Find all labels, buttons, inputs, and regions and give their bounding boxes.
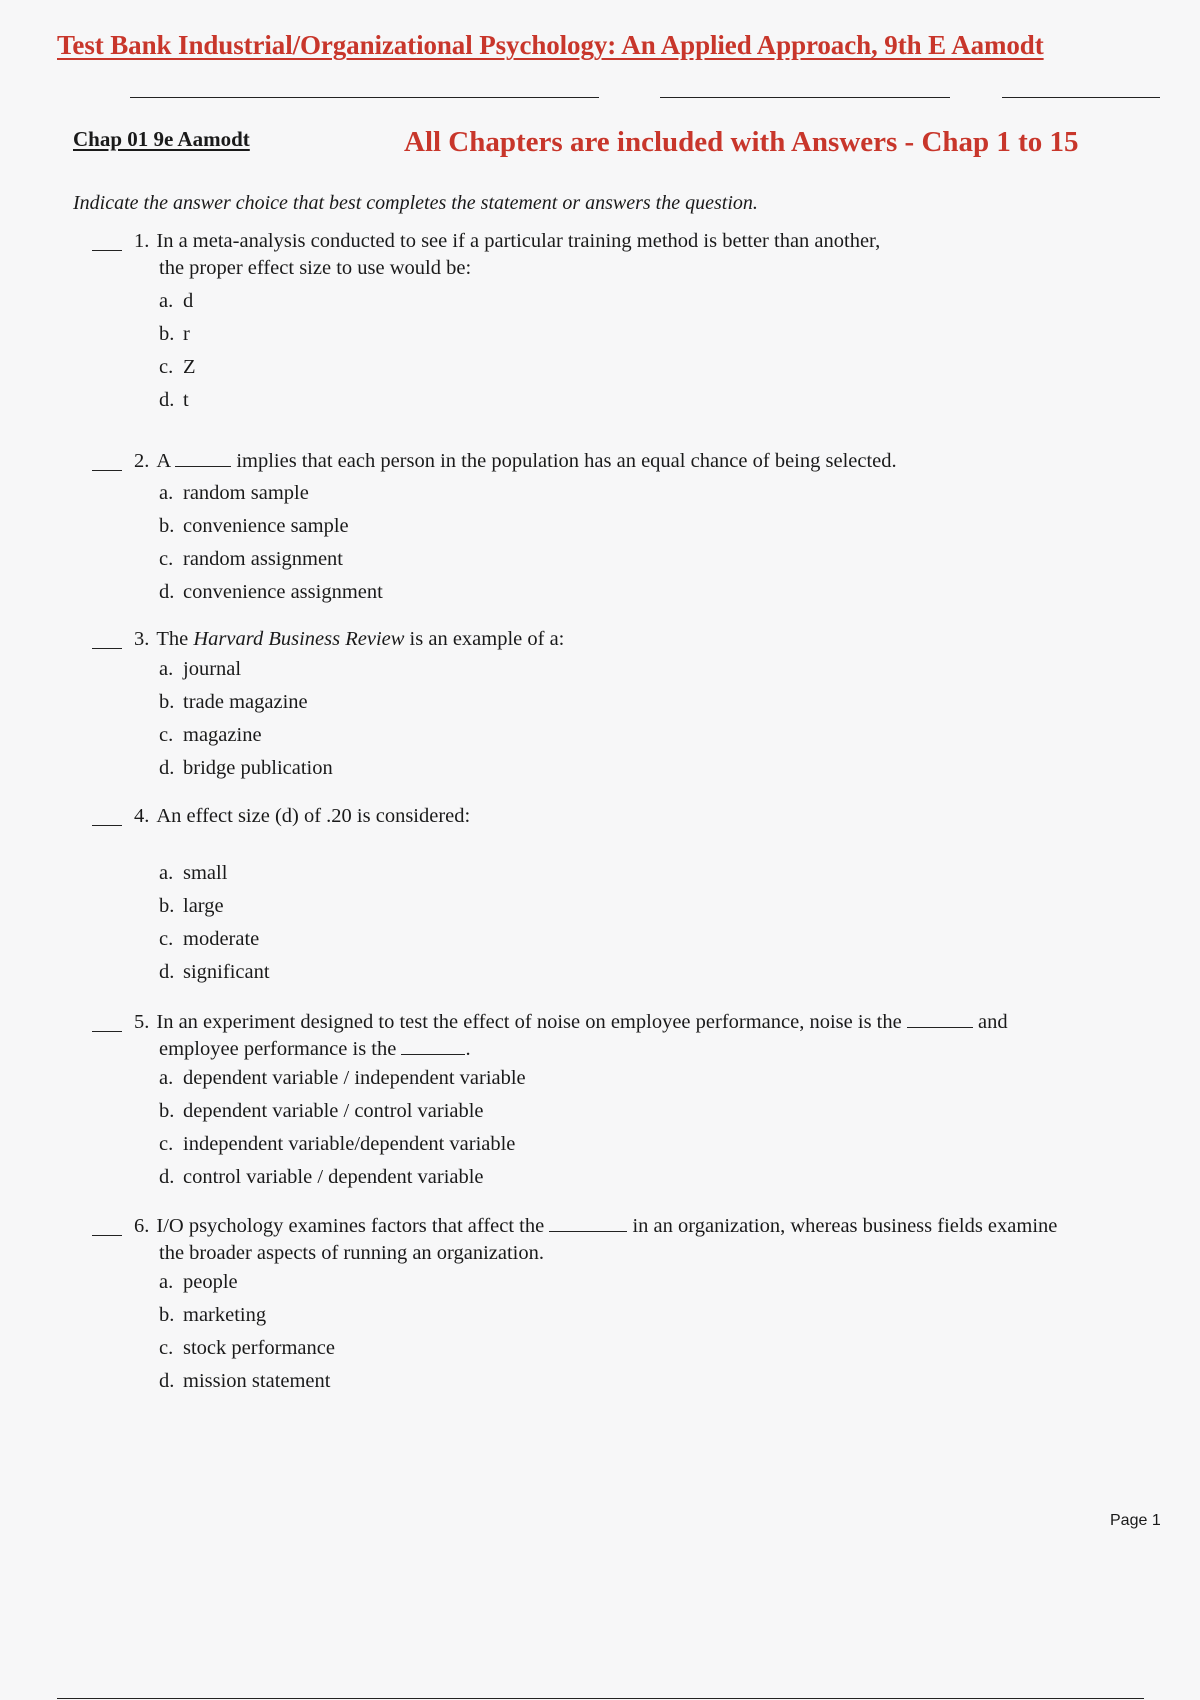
answer-options	[159, 1269, 335, 1401]
option-letter: a.	[159, 862, 174, 884]
option-b	[159, 1098, 526, 1131]
question-text-continued	[134, 1036, 1164, 1063]
option-text: magazine	[183, 724, 262, 746]
option-text: random assignment	[183, 548, 343, 570]
fill-in-blank	[401, 1036, 465, 1055]
option-b	[159, 893, 270, 926]
option-letter: b.	[159, 323, 175, 345]
question-text: and	[977, 1011, 1008, 1033]
question-number: 4.	[134, 805, 150, 827]
answer-blank[interactable]	[92, 803, 122, 826]
option-c	[159, 722, 333, 755]
option-text: convenience assignment	[183, 581, 383, 603]
question-text: In an experiment designed to test the effect of noise on employee performance, noise is the	[156, 1011, 902, 1033]
option-b	[159, 1302, 335, 1335]
option-letter: a.	[159, 1271, 174, 1293]
option-text: convenience sample	[183, 515, 349, 537]
answer-options	[159, 480, 383, 612]
chapter-label: Chap 01 9e Aamodt	[73, 127, 250, 151]
question-stem	[134, 1009, 1164, 1063]
publication-title: Harvard Business Review	[193, 628, 405, 650]
option-d	[159, 1368, 335, 1401]
question-text: employee performance is the	[159, 1038, 397, 1060]
option-a	[159, 1269, 335, 1302]
option-letter: c.	[159, 1337, 174, 1359]
question-text: An effect size (d) of .20 is considered:	[156, 805, 471, 827]
question-text: A	[156, 450, 171, 472]
question-stem	[134, 1213, 1164, 1267]
question-text: In a meta-analysis conducted to see if a particular training method is better than another,	[156, 230, 881, 252]
option-letter: b.	[159, 1100, 175, 1122]
question-stem	[134, 626, 1164, 653]
option-letter: d.	[159, 1370, 175, 1392]
instructions: Indicate the answer choice that best completes the statement or answers the question.	[73, 192, 758, 214]
question-text: is an example of a:	[409, 628, 565, 650]
option-a	[159, 288, 196, 321]
option-text: moderate	[183, 928, 260, 950]
answer-options	[159, 288, 196, 420]
option-b	[159, 513, 383, 546]
answer-blank[interactable]	[92, 448, 122, 471]
option-letter: b.	[159, 691, 175, 713]
option-text: r	[183, 323, 190, 345]
question-text: in an organization, whereas business fields examine	[632, 1215, 1058, 1237]
question-number: 2.	[134, 450, 150, 472]
option-text: stock performance	[183, 1337, 335, 1359]
question-stem	[134, 448, 1164, 475]
option-letter: b.	[159, 515, 175, 537]
signature-line	[1002, 97, 1160, 98]
option-letter: b.	[159, 1304, 175, 1326]
question-number: 5.	[134, 1011, 150, 1033]
option-text: small	[183, 862, 228, 884]
question-text: The	[156, 628, 189, 650]
option-text: people	[183, 1271, 238, 1293]
option-letter: a.	[159, 482, 174, 504]
signature-line	[130, 97, 599, 98]
question-text: .	[465, 1038, 471, 1060]
answer-options	[159, 656, 333, 788]
option-letter: d.	[159, 1166, 175, 1188]
option-letter: d.	[159, 581, 175, 603]
option-c	[159, 926, 270, 959]
option-b	[159, 321, 196, 354]
option-letter: c.	[159, 356, 174, 378]
question-number: 1.	[134, 230, 150, 252]
signature-line	[660, 97, 950, 98]
option-letter: b.	[159, 895, 175, 917]
option-d	[159, 959, 270, 992]
answer-blank[interactable]	[92, 228, 122, 251]
answer-blank[interactable]	[92, 626, 122, 649]
option-letter: c.	[159, 1133, 174, 1155]
option-a	[159, 480, 383, 513]
page-number: Page 1	[1110, 1512, 1161, 1529]
option-d	[159, 387, 196, 420]
question-number: 6.	[134, 1215, 150, 1237]
answer-options	[159, 860, 270, 992]
chapters-note: All Chapters are included with Answers - Chap 1 to 15	[404, 126, 1079, 158]
question-text-continued: the proper effect size to use would be:	[159, 257, 472, 279]
option-a	[159, 656, 333, 689]
option-c	[159, 546, 383, 579]
option-d	[159, 755, 333, 788]
document-title: Test Bank Industrial/Organizational Psychology: An Applied Approach, 9th E Aamodt	[57, 30, 1044, 60]
option-text: d	[183, 290, 194, 312]
option-a	[159, 1065, 526, 1098]
option-text: t	[183, 389, 189, 411]
option-text: large	[183, 895, 224, 917]
option-text: journal	[183, 658, 242, 680]
option-letter: d.	[159, 389, 175, 411]
question-text: I/O psychology examines factors that affect the	[156, 1215, 545, 1237]
option-letter: d.	[159, 757, 175, 779]
option-text: trade magazine	[183, 691, 308, 713]
footer-divider	[57, 1698, 1144, 1699]
option-letter: a.	[159, 290, 174, 312]
option-text: Z	[183, 356, 196, 378]
option-letter: d.	[159, 961, 175, 983]
option-text: dependent variable / control variable	[183, 1100, 484, 1122]
option-c	[159, 354, 196, 387]
question-text: implies that each person in the population has an equal chance of being selected.	[236, 450, 897, 472]
option-c	[159, 1131, 526, 1164]
question-stem	[134, 228, 1164, 282]
option-letter: a.	[159, 658, 174, 680]
fill-in-blank	[549, 1213, 627, 1232]
option-a	[159, 860, 270, 893]
option-letter: c.	[159, 724, 174, 746]
option-b	[159, 689, 333, 722]
option-text: control variable / dependent variable	[183, 1166, 484, 1188]
answer-blank[interactable]	[92, 1009, 122, 1032]
option-text: bridge publication	[183, 757, 333, 779]
option-text: marketing	[183, 1304, 267, 1326]
question-number: 3.	[134, 628, 150, 650]
answer-options	[159, 1065, 526, 1197]
answer-blank[interactable]	[92, 1213, 122, 1236]
option-letter: a.	[159, 1067, 174, 1089]
option-c	[159, 1335, 335, 1368]
option-d	[159, 1164, 526, 1197]
option-text: mission statement	[183, 1370, 331, 1392]
option-text: significant	[183, 961, 270, 983]
option-d	[159, 579, 383, 612]
option-text: dependent variable / independent variable	[183, 1067, 526, 1089]
fill-in-blank	[907, 1009, 973, 1028]
option-letter: c.	[159, 928, 174, 950]
question-stem	[134, 803, 1164, 830]
option-letter: c.	[159, 548, 174, 570]
question-text-continued: the broader aspects of running an organization.	[159, 1242, 545, 1264]
option-text: random sample	[183, 482, 309, 504]
option-text: independent variable/dependent variable	[183, 1133, 516, 1155]
fill-in-blank	[175, 448, 231, 467]
